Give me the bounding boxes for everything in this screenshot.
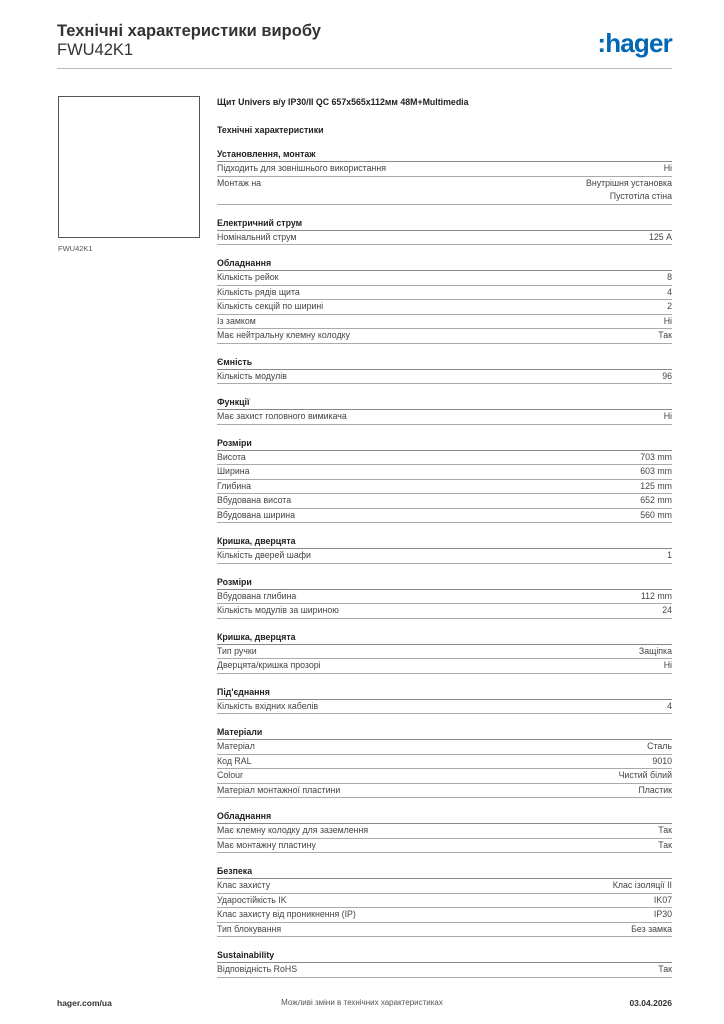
spec-label: Код RAL — [217, 755, 252, 766]
spec-row — [217, 740, 672, 755]
spec-value: Так — [658, 825, 672, 835]
spec-row — [217, 755, 672, 770]
spec-section — [217, 257, 672, 344]
spec-value: Пластик — [638, 784, 672, 795]
spec-label: Кількість секцій по ширині — [217, 301, 324, 311]
spec-label: Клас захисту — [217, 880, 271, 890]
spec-row — [217, 784, 672, 799]
page-title: Технічні характеристики виробу — [57, 22, 321, 40]
spec-label: Має монтажну пластину — [217, 839, 316, 850]
section-title: Електричний струм — [217, 217, 672, 231]
spec-value: Ні — [663, 660, 672, 670]
spec-value: 96 — [662, 370, 672, 381]
spec-sections — [217, 148, 672, 978]
spec-section — [217, 148, 672, 205]
section-title: Розміри — [217, 437, 672, 451]
spec-label: Має клемну колодку для заземлення — [217, 825, 369, 835]
spec-label: Підходить для зовнішнього використання — [217, 163, 386, 173]
spec-label: Номінальний струм — [217, 231, 297, 242]
spec-label: Відповідність RoHS — [217, 964, 298, 974]
spec-row — [217, 879, 672, 894]
spec-value: Так — [658, 330, 672, 340]
spec-row — [217, 231, 672, 246]
header-divider — [57, 68, 672, 69]
spec-label: Вбудована ширина — [217, 509, 296, 520]
spec-label: Висота — [217, 451, 246, 462]
spec-row — [217, 410, 672, 425]
spec-value: Ні — [663, 163, 672, 173]
spec-label: Тип блокування — [217, 923, 282, 934]
spec-row — [217, 329, 672, 344]
spec-row — [217, 177, 672, 205]
spec-label: Вбудована висота — [217, 495, 292, 505]
spec-row — [217, 700, 672, 715]
spec-section — [217, 726, 672, 798]
spec-value: 4 — [667, 286, 672, 297]
spec-row — [217, 590, 672, 605]
spec-value: 560 mm — [640, 509, 672, 520]
spec-label: Тип ручки — [217, 645, 257, 656]
spec-label: Матеріал — [217, 741, 255, 751]
section-title: Обладнання — [217, 257, 672, 271]
spec-section — [217, 631, 672, 674]
spec-label: Colour — [217, 770, 243, 780]
section-title: Кришка, дверцята — [217, 631, 672, 645]
section-title: Функції — [217, 396, 672, 410]
spec-row — [217, 894, 672, 909]
spec-content — [217, 95, 672, 978]
spec-section — [217, 576, 672, 619]
spec-row — [217, 315, 672, 330]
spec-value: Внутрішня установка Пустотіла стіна — [585, 177, 672, 201]
spec-value: 652 mm — [640, 495, 672, 505]
spec-label: Ударостійкість IK — [217, 894, 287, 905]
spec-label: Кількість модулів за шириною — [217, 605, 339, 615]
spec-label: Кількість вхідних кабелів — [217, 700, 319, 711]
spec-value: 4 — [667, 700, 672, 711]
spec-row — [217, 769, 672, 784]
spec-label: Ширина — [217, 466, 250, 476]
spec-value: Чистий білий — [618, 770, 672, 780]
spec-row — [217, 509, 672, 524]
spec-value: Без замка — [631, 923, 672, 934]
section-title: Матеріали — [217, 726, 672, 740]
spec-label: Кількість дверей шафи — [217, 550, 311, 560]
spec-row — [217, 480, 672, 495]
spec-value: 9010 — [652, 755, 672, 766]
spec-row — [217, 286, 672, 301]
spec-row — [217, 645, 672, 660]
spec-value: 1 — [667, 550, 672, 560]
footer-website: hager.com/ua — [57, 998, 112, 1008]
spec-section — [217, 686, 672, 715]
spec-row — [217, 659, 672, 674]
spec-value: 112 mm — [640, 590, 672, 601]
spec-row — [217, 963, 672, 978]
product-name: Щит Univers в/у IP30/II QC 657x565x112мм 48M+Multimedia — [217, 97, 469, 107]
section-title: Установлення, монтаж — [217, 148, 672, 162]
product-image-placeholder — [58, 96, 200, 238]
spec-value: 125 mm — [640, 480, 672, 491]
spec-label: Кількість модулів — [217, 370, 287, 381]
spec-label: Глибина — [217, 480, 252, 491]
section-title: Кришка, дверцята — [217, 535, 672, 549]
spec-section — [217, 949, 672, 978]
spec-value: Защіпка — [638, 645, 672, 656]
spec-value: 125 А — [649, 231, 672, 242]
section-title: Обладнання — [217, 810, 672, 824]
spec-label: Із замком — [217, 315, 256, 326]
spec-label: Кількість рядів щита — [217, 286, 300, 297]
spec-label: Має нейтральну клемну колодку — [217, 330, 350, 340]
hager-logo: :hager — [597, 28, 672, 58]
spec-value: Так — [658, 964, 672, 974]
spec-value: Сталь — [647, 741, 672, 751]
spec-label: Монтаж на — [217, 177, 262, 188]
spec-value: IP30 — [653, 909, 672, 919]
product-code: FWU42K1 — [57, 41, 134, 59]
section-title: Sustainability — [217, 949, 672, 963]
section-title: Розміри — [217, 576, 672, 590]
footer-disclaimer: Можливі зміни в технічних характеристиках — [281, 998, 443, 1007]
spec-row — [217, 271, 672, 286]
spec-row — [217, 300, 672, 315]
spec-label: Вбудована глибина — [217, 590, 297, 601]
spec-section — [217, 396, 672, 425]
spec-label: Кількість рейок — [217, 272, 279, 282]
spec-section — [217, 437, 672, 524]
spec-row — [217, 923, 672, 938]
section-title: Безпека — [217, 865, 672, 879]
spec-section — [217, 810, 672, 853]
footer-date: 03.04.2026 — [629, 998, 672, 1008]
spec-section — [217, 535, 672, 564]
spec-section — [217, 865, 672, 937]
spec-value: Ні — [663, 315, 672, 326]
spec-section — [217, 356, 672, 385]
spec-row — [217, 162, 672, 177]
product-image-caption: FWU42K1 — [58, 244, 93, 253]
spec-row — [217, 604, 672, 619]
spec-label: Клас захисту від проникнення (IP) — [217, 909, 356, 919]
spec-label: Дверцята/кришка прозорі — [217, 660, 321, 670]
spec-row — [217, 370, 672, 385]
spec-value: 8 — [667, 272, 672, 282]
section-title: Ємність — [217, 356, 672, 370]
spec-value: 2 — [667, 301, 672, 311]
spec-value: 24 — [662, 605, 672, 615]
spec-value: IK07 — [653, 894, 672, 905]
spec-value: 703 mm — [640, 451, 672, 462]
spec-row — [217, 549, 672, 564]
spec-value: 603 mm — [640, 466, 672, 476]
spec-heading: Технічні характеристики — [217, 125, 324, 135]
spec-label: Має захист головного вимикача — [217, 411, 347, 421]
spec-row — [217, 839, 672, 854]
spec-section — [217, 217, 672, 246]
section-title: Під'єднання — [217, 686, 672, 700]
spec-value: Ні — [663, 411, 672, 421]
spec-row — [217, 494, 672, 509]
spec-row — [217, 824, 672, 839]
spec-row — [217, 908, 672, 923]
spec-row — [217, 451, 672, 466]
spec-label: Матеріал монтажної пластини — [217, 784, 341, 795]
spec-value: Клас ізоляції II — [612, 880, 672, 890]
spec-value: Так — [658, 839, 672, 850]
spec-row — [217, 465, 672, 480]
